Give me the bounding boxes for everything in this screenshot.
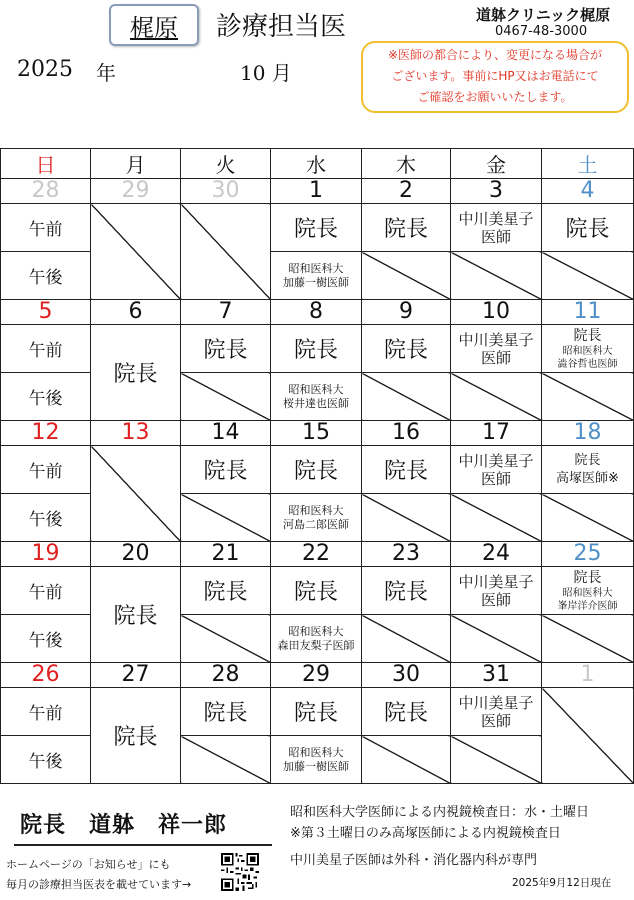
am-row: [1, 567, 634, 615]
doctor-name: 院長: [113, 725, 158, 750]
doctor-name: 中川美星子 医師: [458, 451, 534, 488]
doctor-name: 院長: [203, 338, 248, 363]
doctor-name: 院長: [383, 217, 428, 242]
doctor-name: 院長: [293, 701, 338, 726]
unavailable-slot: [181, 615, 271, 663]
schedule-calendar: [0, 148, 634, 784]
am-row: [1, 204, 634, 252]
doctor-name: 院長: [383, 459, 428, 484]
doctor-name: 院長 高塚医師※: [556, 452, 619, 486]
date-row: [1, 421, 634, 446]
doctor-slot: [542, 446, 634, 494]
date-cell: 1: [271, 179, 362, 204]
date-row: [1, 542, 634, 567]
pm-label: 午後: [1, 252, 91, 300]
doctor-name: 院長: [383, 338, 428, 363]
date-cell: 28: [1, 179, 91, 204]
date-cell: 7: [181, 300, 271, 325]
doctor-slot: [542, 567, 634, 615]
visiting-doctor: 昭和医科大 河島二郎医師: [283, 503, 349, 531]
qr-code-icon[interactable]: [221, 853, 259, 891]
notice-line: ございます。事前にHP又はお電話にて: [391, 69, 599, 83]
director-name: 院長 道躰 祥一郎: [20, 812, 228, 838]
doctor-slot: [271, 204, 362, 252]
doctor-name: 院長: [573, 327, 602, 344]
unavailable-slot: [91, 204, 181, 300]
unavailable-slot: [542, 252, 634, 300]
doctor-slot: [91, 325, 181, 421]
doctor-location-label: 梶原: [130, 13, 178, 42]
director-underline: [14, 844, 272, 846]
weekday-header-cell: 木: [362, 149, 451, 179]
date-cell: 6: [91, 300, 181, 325]
doctor-slot: [271, 373, 362, 421]
doctor-name: 院長: [293, 459, 338, 484]
unavailable-slot: [451, 615, 542, 663]
doctor-slot: [181, 325, 271, 373]
date-cell: 20: [91, 542, 181, 567]
date-cell: 18: [542, 421, 634, 446]
am-label: 午前: [1, 325, 91, 373]
doctor-name: 院長: [293, 338, 338, 363]
date-cell: 14: [181, 421, 271, 446]
unavailable-slot: [91, 446, 181, 542]
unavailable-slot: [542, 373, 634, 421]
date-cell: 29: [271, 663, 362, 688]
notice-line: ※医師の都合により、変更になる場合が: [387, 48, 603, 62]
date-cell: 1: [542, 663, 634, 688]
month-value: 10 月: [240, 61, 292, 85]
doctor-slot: [91, 688, 181, 784]
am-label: 午前: [1, 446, 91, 494]
date-cell: 19: [1, 542, 91, 567]
doctor-slot: [451, 325, 542, 373]
date-row: [1, 179, 634, 204]
endoscopy-takatsuka-note: ※第３土曜日のみ高塚医師による内視鏡検査日: [290, 826, 561, 841]
date-cell: 10: [451, 300, 542, 325]
date-cell: 25: [542, 542, 634, 567]
date-cell: 2: [362, 179, 451, 204]
doctor-slot: [451, 446, 542, 494]
date-cell: 26: [1, 663, 91, 688]
page-title: 診療担当医: [216, 12, 347, 42]
pm-label: 午後: [1, 736, 91, 784]
date-cell: 30: [181, 179, 271, 204]
date-cell: 28: [181, 663, 271, 688]
unavailable-slot: [181, 373, 271, 421]
visiting-doctor: 昭和医科大 澁谷哲也医師: [557, 345, 618, 370]
weekday-header-cell: 月: [91, 149, 181, 179]
unavailable-slot: [362, 373, 451, 421]
doctor-slot: [451, 204, 542, 252]
am-label: 午前: [1, 204, 91, 252]
date-cell: 15: [271, 421, 362, 446]
date-cell: 23: [362, 542, 451, 567]
notice-line: ご確認をお願いいたします。: [417, 90, 573, 104]
date-cell: 12: [1, 421, 91, 446]
doctor-slot: [362, 325, 451, 373]
doctor-name: 院長: [203, 580, 248, 605]
date-cell: 4: [542, 179, 634, 204]
clinic-phone: 0467-48-3000: [495, 24, 588, 39]
unavailable-slot: [181, 494, 271, 542]
pm-label: 午後: [1, 494, 91, 542]
year-value: 2025: [17, 57, 73, 82]
date-cell: 24: [451, 542, 542, 567]
endoscopy-note: 昭和医科大学医師による内視鏡検査日：水・土曜日: [290, 805, 590, 820]
am-row: [1, 446, 634, 494]
am-row: [1, 325, 634, 373]
doctor-name: 中川美星子 医師: [458, 693, 534, 730]
unavailable-slot: [542, 615, 634, 663]
homepage-note-line2: 毎月の診療担当医表を載せています→: [6, 878, 192, 891]
weekday-header-cell: 火: [181, 149, 271, 179]
doctor-slot: [271, 446, 362, 494]
visiting-doctor: 昭和医科大 桜井達也医師: [283, 382, 349, 410]
date-cell: 17: [451, 421, 542, 446]
date-cell: 8: [271, 300, 362, 325]
doctor-name: 院長: [293, 217, 338, 242]
visiting-doctor: 昭和医科大 森田友梨子医師: [277, 624, 355, 652]
doctor-name: 院長: [113, 362, 158, 387]
date-row: [1, 663, 634, 688]
weekday-header-cell: 日: [1, 149, 91, 179]
visiting-doctor: 昭和医科大 加藤一樹医師: [283, 745, 349, 773]
doctor-name: 院長: [573, 569, 602, 586]
doctor-name: 院長: [293, 580, 338, 605]
doctor-slot: [271, 494, 362, 542]
doctor-slot: [542, 325, 634, 373]
clinic-name: 道躰クリニック梶原: [476, 6, 611, 24]
weekday-header-row: [1, 149, 634, 179]
doctor-slot: [181, 688, 271, 736]
unavailable-slot: [362, 615, 451, 663]
doctor-slot: [271, 325, 362, 373]
doctor-name: 中川美星子 医師: [458, 572, 534, 609]
unavailable-slot: [362, 252, 451, 300]
weekday-header-cell: 金: [451, 149, 542, 179]
pm-label: 午後: [1, 373, 91, 421]
visiting-doctor: 昭和医科大 峯岸洋介医師: [557, 587, 618, 612]
unavailable-slot: [181, 736, 271, 784]
as-of-date: 2025年9月12日現在: [512, 877, 612, 889]
doctor-slot: [271, 688, 362, 736]
date-cell: 11: [542, 300, 634, 325]
am-label: 午前: [1, 567, 91, 615]
date-cell: 21: [181, 542, 271, 567]
doctor-slot: [271, 252, 362, 300]
doctor-slot: [362, 204, 451, 252]
doctor-slot: [362, 446, 451, 494]
doctor-slot: [451, 567, 542, 615]
am-label: 午前: [1, 688, 91, 736]
doctor-name: 院長: [113, 604, 158, 629]
schedule-change-notice: [361, 41, 629, 113]
nakagawa-specialty-note: 中川美星子医師は外科・消化器内科が専門: [290, 853, 538, 868]
doctor-name: 中川美星子 医師: [458, 330, 534, 367]
unavailable-slot: [542, 494, 634, 542]
date-cell: 29: [91, 179, 181, 204]
doctor-slot: [181, 567, 271, 615]
date-row: [1, 300, 634, 325]
doctor-slot: [181, 446, 271, 494]
unavailable-slot: [362, 494, 451, 542]
doctor-name: 院長: [203, 701, 248, 726]
date-cell: 31: [451, 663, 542, 688]
date-cell: 5: [1, 300, 91, 325]
unavailable-slot: [451, 373, 542, 421]
date-cell: 16: [362, 421, 451, 446]
visiting-doctor: 昭和医科大 加藤一樹医師: [283, 261, 349, 289]
unavailable-slot: [451, 494, 542, 542]
doctor-name: 中川美星子 医師: [458, 209, 534, 246]
doctor-slot: [271, 567, 362, 615]
unavailable-slot: [362, 736, 451, 784]
unavailable-slot: [542, 688, 634, 784]
weekday-header-cell: 水: [271, 149, 362, 179]
doctor-slot: [451, 688, 542, 736]
pm-label: 午後: [1, 615, 91, 663]
date-cell: 13: [91, 421, 181, 446]
doctor-name: 院長: [383, 580, 428, 605]
doctor-slot: [271, 736, 362, 784]
date-cell: 22: [271, 542, 362, 567]
doctor-name: 院長: [383, 701, 428, 726]
weekday-header-cell: 土: [542, 149, 634, 179]
doctor-slot: [362, 688, 451, 736]
unavailable-slot: [451, 736, 542, 784]
homepage-note-line1: ホームページの「お知らせ」にも: [6, 858, 171, 871]
date-cell: 30: [362, 663, 451, 688]
doctor-slot: [542, 204, 634, 252]
date-cell: 27: [91, 663, 181, 688]
doctor-slot: [91, 567, 181, 663]
doctor-name: 院長: [203, 459, 248, 484]
doctor-slot: [271, 615, 362, 663]
date-cell: 3: [451, 179, 542, 204]
date-cell: 9: [362, 300, 451, 325]
unavailable-slot: [451, 252, 542, 300]
doctor-slot: [362, 567, 451, 615]
year-unit: 年: [96, 61, 116, 85]
doctor-name: 院長: [565, 217, 610, 242]
doctor-location-box: [109, 4, 199, 46]
unavailable-slot: [181, 204, 271, 300]
am-row: [1, 688, 634, 736]
